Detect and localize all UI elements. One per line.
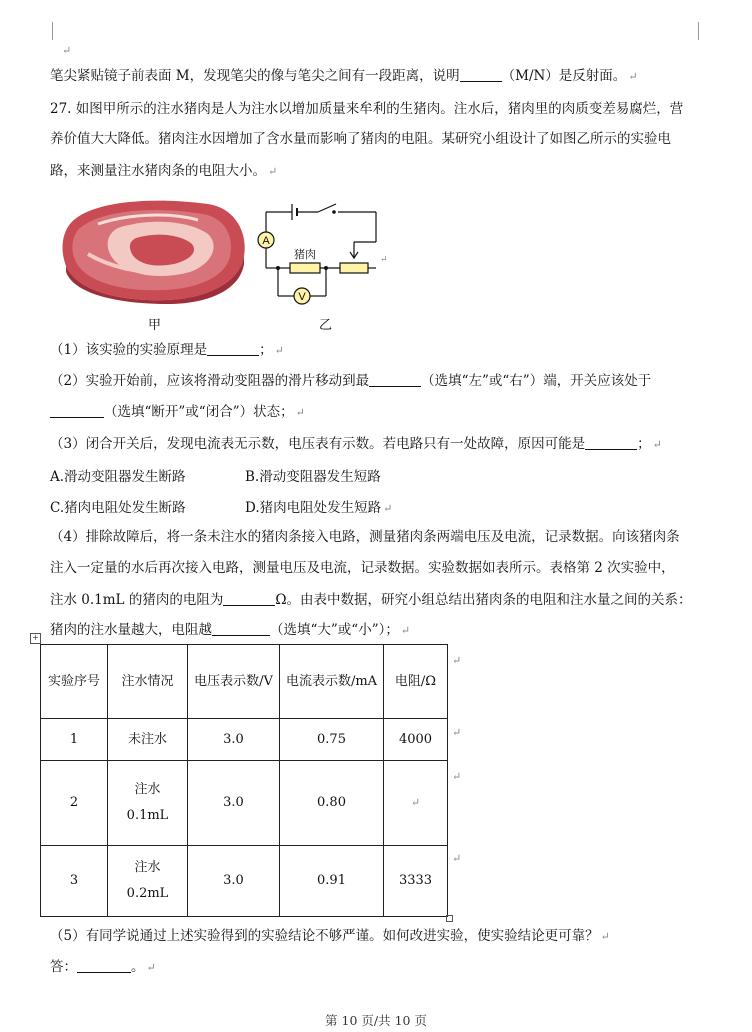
table-cell: 4000: [384, 719, 448, 761]
answer-blank[interactable]: [585, 435, 637, 450]
row-end-mark: ↵: [452, 770, 462, 783]
table-header-cell: 实验序号: [41, 645, 108, 719]
sub-question-2: （2）实验开始前，应该将滑动变阻器的滑片移动到最 （选填“左”或“右”）端，开关应该处于: [50, 373, 652, 389]
answer-blank[interactable]: [369, 372, 421, 387]
table-row: [41, 719, 448, 761]
answer-blank[interactable]: [460, 67, 502, 82]
sliding-rheostat: [340, 263, 368, 273]
pork-resistor: [290, 263, 320, 273]
pork-image: [58, 194, 248, 304]
q27-line-3: 路，来测量注水猪肉条的电阻大小。 ↵: [50, 163, 278, 179]
page-corner-mark-left: [52, 22, 53, 40]
sub-question-2-line-2: （选填“断开”或“闭合”）状态； ↵: [50, 402, 305, 423]
row-end-mark: ↵: [452, 654, 462, 667]
table-cell: 1: [41, 719, 108, 761]
svg-text:A: A: [262, 235, 270, 247]
row-end-mark: ↵: [452, 852, 462, 865]
table-cell: 3: [41, 846, 108, 917]
sub-question-4-line-2: 注入一定量的水后再次接入电路，测量电压及电流，记录数据。实验数据如表所示。表格第 2 次实验中，: [50, 560, 675, 576]
table-cell: 0.91: [280, 846, 384, 917]
answer-blank[interactable]: [207, 341, 259, 356]
intro-line: 笔尖紧贴镜子前表面 M，发现笔尖的像与笔尖之间有一段距离，说明 （M/N）是反射面。 ↵: [50, 68, 638, 84]
table-header-cell: 注水情况: [108, 645, 188, 719]
table-row: [41, 846, 448, 917]
figure-label-yi: 乙: [319, 318, 333, 333]
option-b: B.滑动变阻器发生短路: [245, 469, 381, 485]
table-header-row: [41, 645, 448, 719]
svg-text:↵: ↵: [380, 255, 388, 265]
data-table: [40, 644, 448, 917]
table-header-cell: 电流表示数/mA: [280, 645, 384, 719]
table-header-cell: 电阻/Ω: [384, 645, 448, 719]
table-cell: 注水 0.2mL: [108, 846, 188, 917]
answer-blank[interactable]: [77, 958, 131, 973]
table-cell: 未注水: [108, 719, 188, 761]
circuit-diagram: [248, 198, 388, 308]
table-cell: 0.80: [280, 761, 384, 846]
sub-question-3: （3）闭合开关后，发现电流表无示数，电压表有示数。若电路只有一处故障，原因可能是 ； ↵: [50, 436, 662, 452]
answer-blank[interactable]: [223, 591, 275, 606]
page-corner-mark-right: [698, 22, 699, 40]
option-a: A.滑动变阻器发生断路: [50, 469, 186, 485]
table-cell: 3.0: [188, 846, 280, 917]
q27-line-2: 养价值大大降低。猪肉注水因增加了含水量而影响了猪肉的电阻。某研究小组设计了如图乙所示的实验电: [50, 131, 671, 147]
svg-text:猪肉: 猪肉: [294, 248, 316, 261]
table-cell: 3333: [384, 846, 448, 917]
table-row: [41, 761, 448, 846]
table-cell: 3.0: [188, 719, 280, 761]
table-cell: 3.0: [188, 761, 280, 846]
answer-blank[interactable]: [212, 621, 270, 636]
option-c: C.猪肉电阻处发生断路: [50, 500, 186, 516]
sub-question-1: （1）该实验的实验原理是 ； ↵: [50, 342, 284, 358]
svg-text:V: V: [298, 291, 306, 303]
figure-label-jia: 甲: [148, 318, 162, 333]
answer-line: 答： 。 ↵: [50, 959, 156, 975]
answer-blank[interactable]: [50, 403, 104, 418]
paragraph-mark: ↵: [62, 44, 72, 57]
table-cell: 注水 0.1mL: [108, 761, 188, 846]
sub-question-4-line-3: 注水 0.1mL 的猪肉的电阻为 Ω。由表中数据，研究小组总结出猪肉条的电阻和注水量之间的关系：: [50, 592, 692, 608]
table-cell: 0.75: [280, 719, 384, 761]
sub-question-5: （5）有同学说通过上述实验得到的实验结论不够严谨。如何改进实验，使实验结论更可靠？ ↵: [50, 928, 610, 944]
table-cell-empty[interactable]: ↵: [384, 761, 448, 846]
option-d: D.猪肉电阻处发生短路 ↵: [245, 500, 393, 516]
table-header-cell: 电压表示数/V: [188, 645, 280, 719]
sub-question-4-line-4: 猪肉的注水量越大，电阻越 （选填“大”或“小”）； ↵: [50, 622, 411, 638]
table-cell: 2: [41, 761, 108, 846]
sub-question-4-line-1: （4）排除故障后，将一条未注水的猪肉条接入电路，测量猪肉条两端电压及电流，记录数据。向该猪肉条: [50, 529, 680, 545]
page-footer: 第 10 页/共 10 页: [325, 1013, 427, 1028]
q27-line-1: 27. 如图甲所示的注水猪肉是人为注水以增加质量来牟利的生猪肉。注水后，猪肉里的肉质变差易腐烂，营: [50, 101, 684, 117]
row-end-mark: ↵: [452, 726, 462, 739]
table-resize-handle[interactable]: [446, 915, 453, 922]
table-move-handle[interactable]: +: [30, 633, 41, 644]
